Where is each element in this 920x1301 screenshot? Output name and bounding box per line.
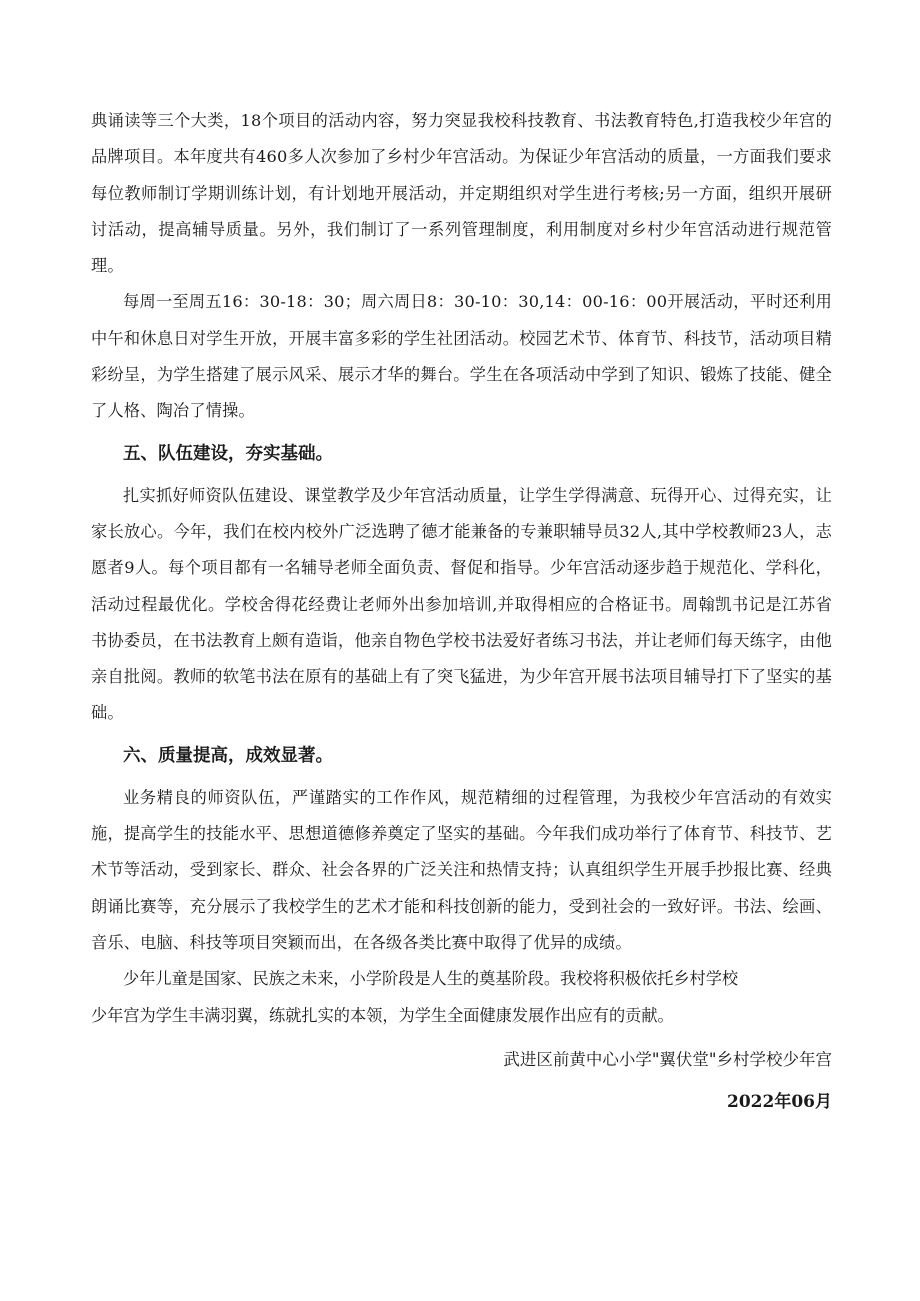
section-heading-team: 五、队伍建设，夯实基础。 <box>123 443 333 464</box>
section-heading-quality: 六、质量提高，成效显著。 <box>123 745 333 766</box>
paragraph-team: 扎实抓好师资队伍建设、课堂教学及少年宫活动质量，让学生学得满意、玩得开心、过得充实，让家长放心。今年，我们在校内校外广泛选聘了德才能兼备的专兼职辅导员32人,其中学校教师23人，志愿者9人。每个项目都有一名辅导老师全面负责、督促和指导。少年宫活动逐步趋于规范化、学科化，活动过程最优化。学校舍得花经费让老师外出参加培训,并取得相应的合格证书。周翰凯书记是江苏省书协委员，在书法教育上颇有造诣，他亲自物色学校书法爱好者练习书法，并让老师们每天练字，由他亲自批阅。教师的软笔书法在原有的基础上有了突飞猛进，为少年宫开展书法项目辅导打下了坚实的基础。 <box>91 485 832 723</box>
paragraph-activities: 典诵读等三个大类，18个项目的活动内容，努力突显我校科技教育、书法教育特色,打造我校少年宫的品牌项目。本年度共有460多人次参加了乡村少年宫活动。为保证少年宫活动的质量，一方面我们要求每位教师制订学期训练计划，有计划地开展活动，并定期组织对学生进行考核;另一方面，组织开展研讨活动，提高辅导质量。另外，我们制订了一系列管理制度，利用制度对乡村少年宫活动进行规范管理。 <box>91 111 832 276</box>
paragraph-schedule: 每周一至周五16：30-18：30；周六周日8：30-10：30,14：00-16：00开展活动，平时还利用中午和休息日对学生开放，开展丰富多彩的学生社团活动。校园艺术节、体育节、科技节，活动项目精彩纷呈，为学生搭建了展示风采、展示才华的舞台。学生在各项活动中学到了知识、锻炼了技能、健全了人格、陶冶了情操。 <box>91 292 832 421</box>
document-page <box>91 103 832 1120</box>
document-date: 2022年06月 <box>727 1091 832 1112</box>
closing-line-2: 少年宫为学生丰满羽翼，练就扎实的本领，为学生全面健康发展作出应有的贡献。 <box>91 1005 674 1025</box>
closing-line-1: 少年儿童是国家、民族之未来，小学阶段是人生的奠基阶段。我校将积极依托乡村学校 <box>123 969 739 989</box>
paragraph-quality: 业务精良的师资队伍，严谨踏实的工作作风，规范精细的过程管理，为我校少年宫活动的有效实施，提高学生的技能水平、思想道德修养奠定了坚实的基础。今年我们成功举行了体育节、科技节、艺术节等活动，受到家长、群众、社会各界的广泛关注和热情支持；认真组织学生开展手抄报比赛、经典朗诵比赛等，充分展示了我校学生的艺术才能和科技创新的能力，受到社会的一致好评。书法、绘画、音乐、电脑、科技等项目突颖而出，在各级各类比赛中取得了优异的成绩。 <box>91 787 832 952</box>
signature: 武进区前黄中心小学"翼伏堂"乡村学校少年宫 <box>503 1049 832 1069</box>
